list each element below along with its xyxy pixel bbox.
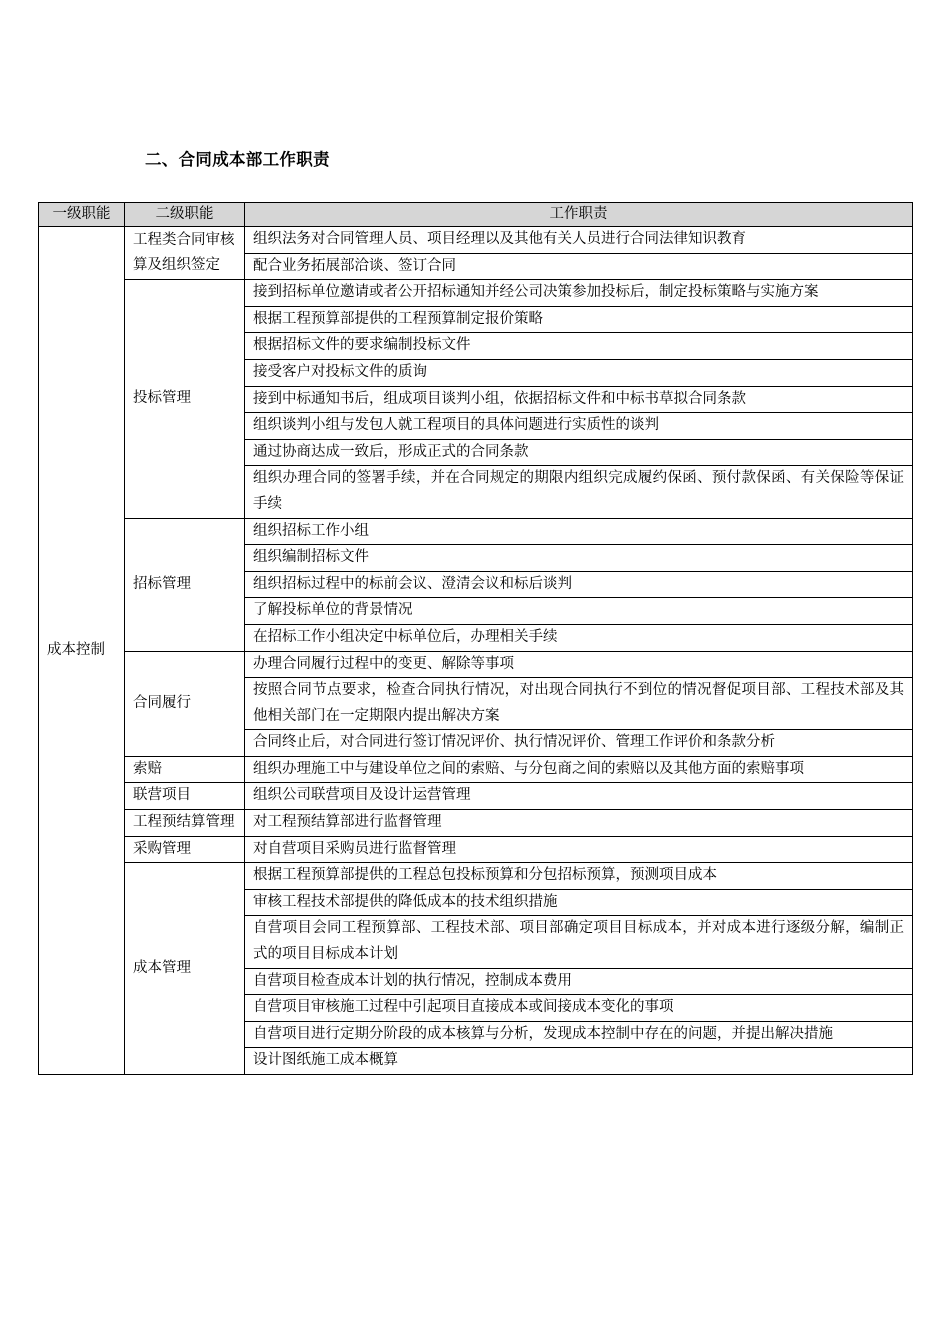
table-header-row (39, 203, 913, 227)
level2-cell: 采购管理 (125, 836, 245, 863)
table-row (39, 756, 913, 783)
duty-cell: 接受客户对投标文件的质询 (245, 359, 913, 386)
level1-cell: 成本控制 (39, 227, 125, 1075)
duty-cell: 根据工程预算部提供的工程预算制定报价策略 (245, 306, 913, 333)
duty-cell: 在招标工作小组决定中标单位后，办理相关手续 (245, 624, 913, 651)
duty-cell: 组织招标工作小组 (245, 518, 913, 545)
duty-cell: 组织招标过程中的标前会议、澄清会议和标后谈判 (245, 571, 913, 598)
duty-cell: 自营项目会同工程预算部、工程技术部、项目部确定项目目标成本，并对成本进行逐级分解，编制正式的项目目标成本计划 (245, 916, 913, 968)
duty-cell: 合同终止后，对合同进行签订情况评价、执行情况评价、管理工作评价和条款分析 (245, 730, 913, 757)
duty-cell: 按照合同节点要求，检查合同执行情况，对出现合同执行不到位的情况督促项目部、工程技术部及其他相关部门在一定期限内提出解决方案 (245, 678, 913, 730)
duty-cell: 接到中标通知书后，组成项目谈判小组，依据招标文件和中标书草拟合同条款 (245, 386, 913, 413)
level2-cell: 成本管理 (125, 863, 245, 1075)
header-level1: 一级职能 (39, 203, 125, 227)
duty-cell: 组织办理合同的签署手续，并在合同规定的期限内组织完成履约保函、预付款保函、有关保险等保证手续 (245, 466, 913, 518)
duty-cell: 对自营项目采购员进行监督管理 (245, 836, 913, 863)
level2-cell: 联营项目 (125, 783, 245, 810)
table-row (39, 863, 913, 890)
level2-cell: 工程预结算管理 (125, 810, 245, 837)
duty-cell: 接到招标单位邀请或者公开招标通知并经公司决策参加投标后，制定投标策略与实施方案 (245, 280, 913, 307)
duty-cell: 自营项目检查成本计划的执行情况，控制成本费用 (245, 968, 913, 995)
duty-cell: 对工程预结算部进行监督管理 (245, 810, 913, 837)
duty-cell: 了解投标单位的背景情况 (245, 598, 913, 625)
duty-cell: 自营项目进行定期分阶段的成本核算与分析，发现成本控制中存在的问题，并提出解决措施 (245, 1021, 913, 1048)
duty-cell: 配合业务拓展部洽谈、签订合同 (245, 253, 913, 280)
duty-cell: 组织公司联营项目及设计运营管理 (245, 783, 913, 810)
level2-cell: 投标管理 (125, 280, 245, 518)
level2-cell: 工程类合同审核算及组织签定 (125, 227, 245, 280)
duty-cell: 组织法务对合同管理人员、项目经理以及其他有关人员进行合同法律知识教育 (245, 227, 913, 254)
duty-cell: 根据招标文件的要求编制投标文件 (245, 333, 913, 360)
level2-cell: 索赔 (125, 756, 245, 783)
duty-cell: 通过协商达成一致后，形成正式的合同条款 (245, 439, 913, 466)
duty-cell: 组织编制招标文件 (245, 545, 913, 572)
page-title: 二、合同成本部工作职责 (145, 150, 330, 169)
table-row (39, 651, 913, 678)
duties-table (38, 202, 913, 1075)
header-level2: 二级职能 (125, 203, 245, 227)
duty-cell: 组织谈判小组与发包人就工程项目的具体问题进行实质性的谈判 (245, 413, 913, 440)
table-row (39, 280, 913, 307)
duty-cell: 根据工程预算部提供的工程总包投标预算和分包招标预算，预测项目成本 (245, 863, 913, 890)
level2-cell: 合同履行 (125, 651, 245, 756)
table-row (39, 810, 913, 837)
duty-cell: 设计图纸施工成本概算 (245, 1048, 913, 1075)
level2-cell: 招标管理 (125, 518, 245, 651)
duty-cell: 自营项目审核施工过程中引起项目直接成本或间接成本变化的事项 (245, 995, 913, 1022)
duty-cell: 办理合同履行过程中的变更、解除等事项 (245, 651, 913, 678)
table-row (39, 518, 913, 545)
table-row (39, 836, 913, 863)
table-row (39, 783, 913, 810)
table-body (39, 227, 913, 1075)
duty-cell: 审核工程技术部提供的降低成本的技术组织措施 (245, 889, 913, 916)
duty-cell: 组织办理施工中与建设单位之间的索赔、与分包商之间的索赔以及其他方面的索赔事项 (245, 756, 913, 783)
table-row (39, 227, 913, 254)
header-duties: 工作职责 (245, 203, 913, 227)
